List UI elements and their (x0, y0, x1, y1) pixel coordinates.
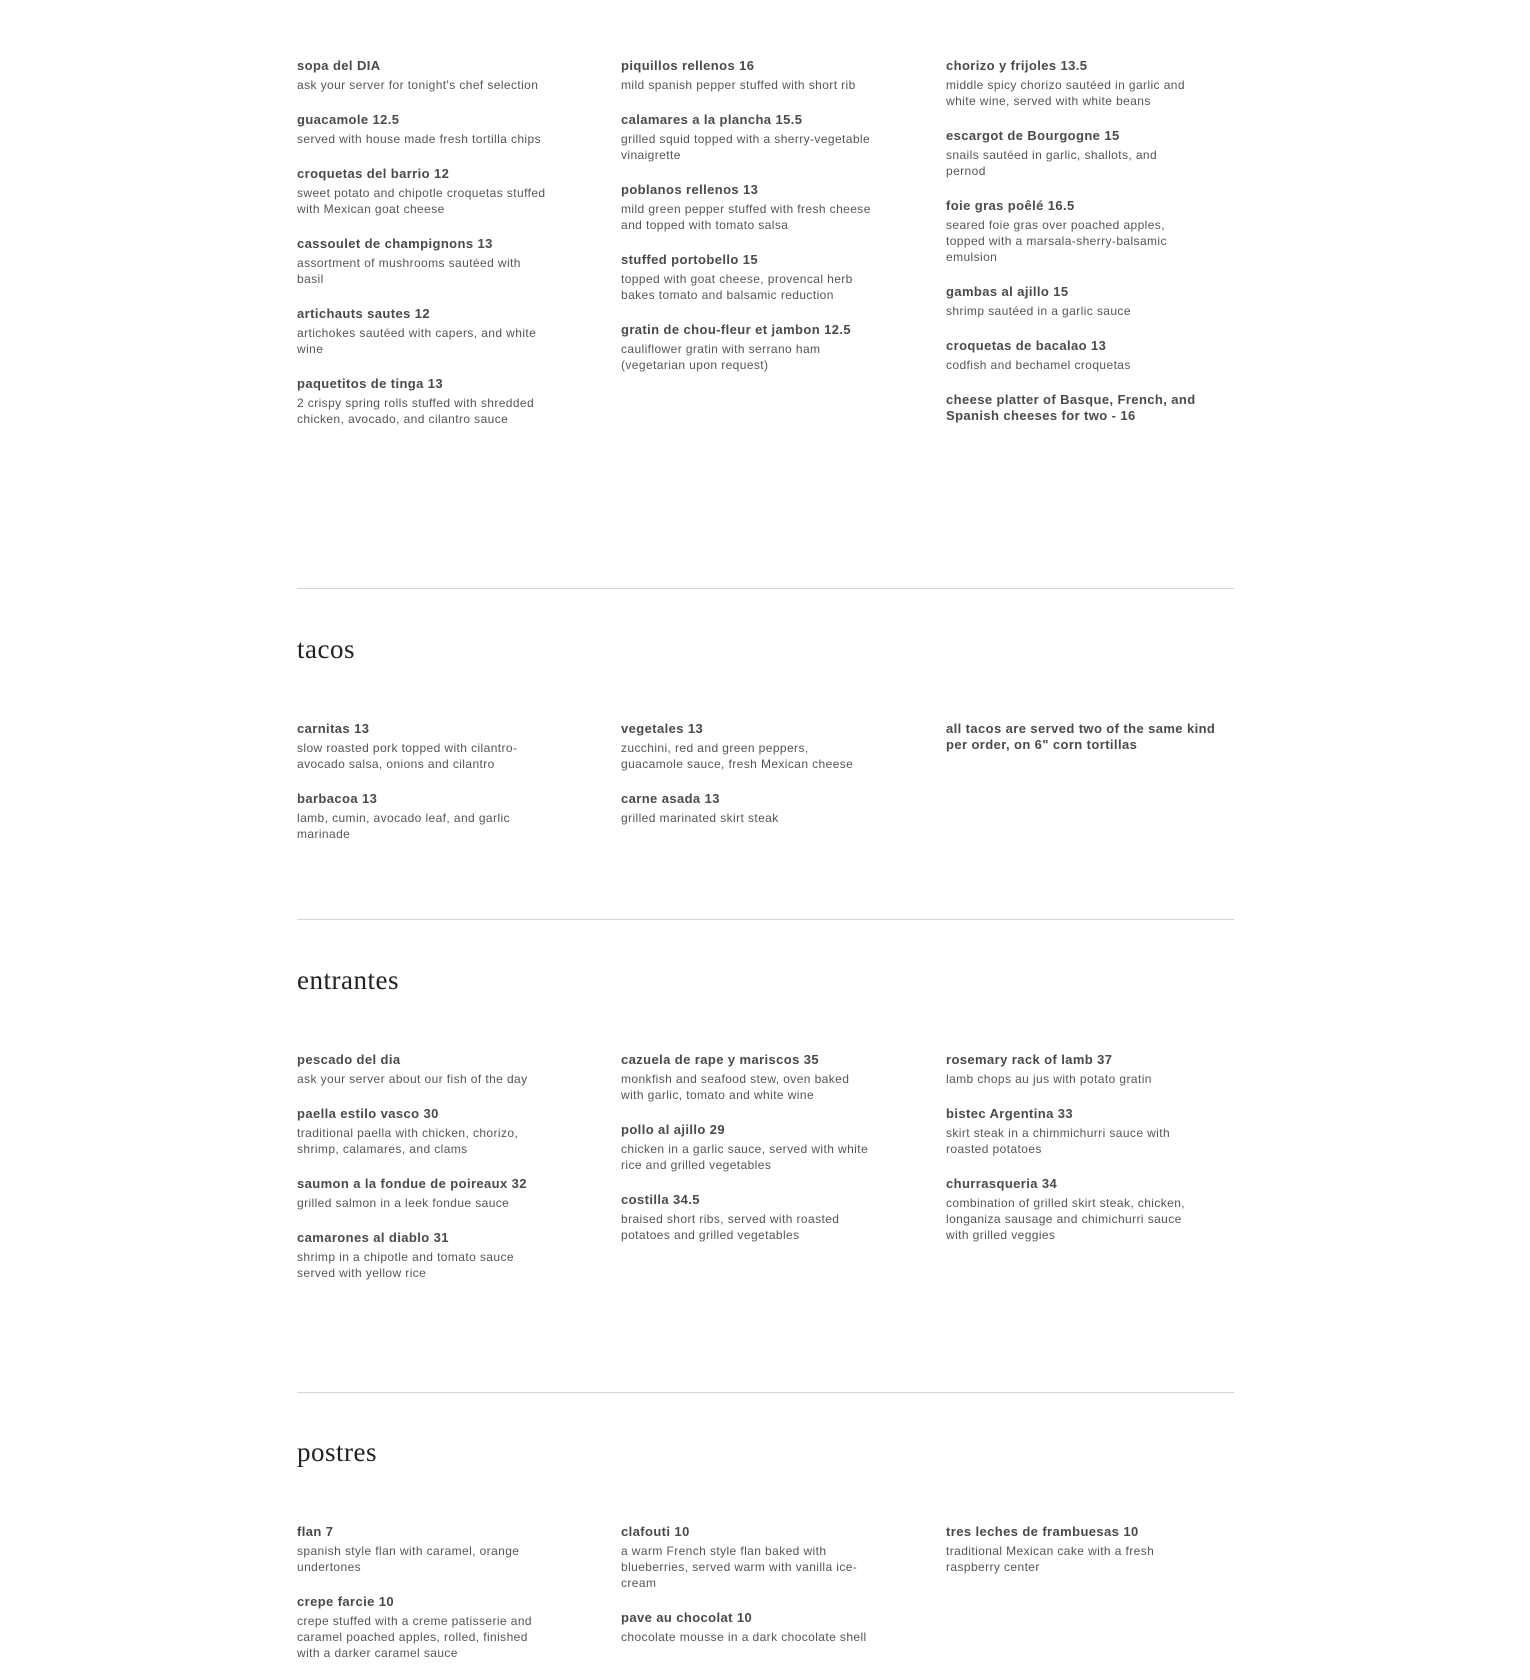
section-divider (297, 588, 1234, 589)
menu-item-name: crepe farcie 10 (297, 1594, 395, 1609)
menu-item-name: clafouti 10 (621, 1524, 690, 1539)
menu-item (946, 1176, 1236, 1243)
menu-item-name: calamares a la plancha 15.5 (621, 112, 803, 127)
postres-items (297, 1524, 1234, 1670)
menu-item-description: 2 crispy spring rolls stuffed with shredded chicken, avocado, and cilantro sauce (297, 396, 535, 426)
menu-item (946, 721, 1236, 753)
menu-item (946, 338, 1236, 373)
menu-item-description: a warm French style flan baked with blueberries, served warm with vanilla ice-cream (621, 1544, 858, 1590)
menu-item (621, 1052, 881, 1103)
menu-item-name: piquillos rellenos 16 (621, 58, 755, 73)
menu-item-name: croquetas del barrio 12 (297, 166, 450, 181)
menu-item-name: bistec Argentina 33 (946, 1106, 1074, 1121)
menu-item-description: slow roasted pork topped with cilantro-avocado salsa, onions and cilantro (297, 741, 518, 771)
tacos-column-1 (297, 721, 557, 861)
menu-item-description: crepe stuffed with a creme patisserie and caramel poached apples, rolled, finished with a darker caramel sauce (297, 1614, 532, 1660)
menu-item-description: chocolate mousse in a dark chocolate shell (621, 1630, 867, 1644)
menu-item-name: carne asada 13 (621, 791, 720, 806)
menu-item (621, 1122, 881, 1173)
menu-item-description: served with house made fresh tortilla chips (297, 132, 541, 146)
entrantes-column-3 (946, 1052, 1236, 1262)
menu-item (297, 791, 557, 842)
menu-item-description: combination of grilled skirt steak, chicken, longaniza sausage and chimichurri sauce with grilled veggies (946, 1196, 1186, 1242)
menu-item-name: pollo al ajillo 29 (621, 1122, 726, 1137)
menu-item-name: barbacoa 13 (297, 791, 378, 806)
menu-item-name: gratin de chou-fleur et jambon 12.5 (621, 322, 851, 337)
menu-item-description: lamb, cumin, avocado leaf, and garlic marinade (297, 811, 510, 841)
menu-item-description: braised short ribs, served with roasted potatoes and grilled vegetables (621, 1212, 840, 1242)
menu-item (621, 322, 881, 373)
menu-item-name: gambas al ajillo 15 (946, 284, 1069, 299)
menu-item (621, 182, 881, 233)
menu-item-name: pescado del dia (297, 1052, 401, 1067)
tacos-items (297, 721, 1234, 871)
menu-item (621, 721, 881, 772)
menu-item-description: assortment of mushrooms sautéed with basil (297, 256, 521, 286)
menu-item-name: foie gras poêlé 16.5 (946, 198, 1075, 213)
menu-item (621, 791, 881, 826)
section-title-entrantes: entrantes (297, 965, 399, 995)
tacos-column-3 (946, 721, 1236, 772)
menu-item-description: chicken in a garlic sauce, served with white rice and grilled vegetables (621, 1142, 869, 1172)
postres-column-1 (297, 1524, 557, 1680)
menu-item-name: costilla 34.5 (621, 1192, 700, 1207)
menu-item-description: sweet potato and chipotle croquetas stuffed with Mexican goat cheese (297, 186, 546, 216)
menu-item (297, 721, 557, 772)
menu-item-description: traditional paella with chicken, chorizo, shrimp, calamares, and clams (297, 1126, 519, 1156)
menu-item (946, 284, 1236, 319)
menu-item-name: croquetas de bacalao 13 (946, 338, 1107, 353)
menu-item (297, 1106, 557, 1157)
menu-item-name: tres leches de frambuesas 10 (946, 1524, 1139, 1539)
postres-column-3 (946, 1524, 1236, 1594)
menu-item (946, 58, 1236, 109)
menu-item (297, 1052, 557, 1087)
menu-item (621, 1192, 881, 1243)
menu-item-name: vegetales 13 (621, 721, 704, 736)
menu-item-name: paquetitos de tinga 13 (297, 376, 444, 391)
menu-item-name: cazuela de rape y mariscos 35 (621, 1052, 820, 1067)
menu-item-name: escargot de Bourgogne 15 (946, 128, 1120, 143)
menu-item-name: all tacos are served two of the same kind per order, on 6" corn tortillas (946, 721, 1216, 752)
entrantes-items (297, 1052, 1234, 1352)
menu-item (621, 58, 881, 93)
menu-item-name: pave au chocolat 10 (621, 1610, 753, 1625)
menu-item (297, 1594, 557, 1661)
menu-item-description: snails sautéed in garlic, shallots, and pernod (946, 148, 1158, 178)
menu-item-description: mild spanish pepper stuffed with short rib (621, 78, 856, 92)
menu-item-name: cassoulet de champignons 13 (297, 236, 493, 251)
postres-column-2 (621, 1524, 881, 1664)
menu-item-name: stuffed portobello 15 (621, 252, 758, 267)
menu-item (946, 1106, 1236, 1157)
menu-item (297, 58, 557, 93)
menu-item-description: traditional Mexican cake with a fresh raspberry center (946, 1544, 1155, 1574)
menu-item-description: artichokes sautéed with capers, and white wine (297, 326, 537, 356)
menu-item-description: shrimp in a chipotle and tomato sauce served with yellow rice (297, 1250, 514, 1280)
menu-item-name: artichauts sautes 12 (297, 306, 431, 321)
menu-item (946, 1524, 1236, 1575)
menu-item-description: lamb chops au jus with potato gratin (946, 1072, 1152, 1086)
menu-item-name: saumon a la fondue de poireaux 32 (297, 1176, 527, 1191)
menu-item-name: sopa del DIA (297, 58, 381, 73)
menu-item-description: zucchini, red and green peppers, guacamole sauce, fresh Mexican cheese (621, 741, 854, 771)
tapas-column-3 (946, 58, 1236, 443)
menu-item (297, 1176, 557, 1211)
menu-item (621, 112, 881, 163)
menu-item-description: skirt steak in a chimmichurri sauce with roasted potatoes (946, 1126, 1171, 1156)
entrantes-column-2 (621, 1052, 881, 1262)
menu-item (297, 236, 557, 287)
menu-item-name: churrasqueria 34 (946, 1176, 1058, 1191)
menu-item (621, 1610, 881, 1645)
tapas-column-1 (297, 58, 557, 446)
menu-item-name: camarones al diablo 31 (297, 1230, 449, 1245)
menu-item-description: topped with goat cheese, provencal herb bakes tomato and balsamic reduction (621, 272, 853, 302)
menu-item-description: codfish and bechamel croquetas (946, 358, 1131, 372)
menu-item (297, 166, 557, 217)
menu-item-description: cauliflower gratin with serrano ham (vegetarian upon request) (621, 342, 821, 372)
section-title-tacos: tacos (297, 634, 355, 664)
section-divider (297, 919, 1234, 920)
menu-item (621, 252, 881, 303)
menu-item-description: mild green pepper stuffed with fresh cheese and topped with tomato salsa (621, 202, 871, 232)
tapas-column-2 (621, 58, 881, 392)
menu-item (946, 128, 1236, 179)
menu-item-name: guacamole 12.5 (297, 112, 400, 127)
menu-item-description: shrimp sautéed in a garlic sauce (946, 304, 1131, 318)
menu-item (946, 198, 1236, 265)
menu-item (946, 1052, 1236, 1087)
menu-item-name: cheese platter of Basque, French, and Spanish cheeses for two - 16 (946, 392, 1196, 423)
menu-item (946, 392, 1236, 424)
menu-item-name: paella estilo vasco 30 (297, 1106, 439, 1121)
menu-item-description: seared foie gras over poached apples, topped with a marsala-sherry-balsamic emulsion (946, 218, 1167, 264)
menu-item-description: ask your server for tonight's chef selection (297, 78, 539, 92)
menu-item-description: grilled salmon in a leek fondue sauce (297, 1196, 510, 1210)
menu-item-description: middle spicy chorizo sautéed in garlic and white wine, served with white beans (946, 78, 1185, 108)
menu-item (297, 1230, 557, 1281)
menu-item-description: grilled squid topped with a sherry-vegetable vinaigrette (621, 132, 871, 162)
menu-item-name: poblanos rellenos 13 (621, 182, 759, 197)
menu-item (621, 1524, 881, 1591)
menu-item-description: ask your server about our fish of the day (297, 1072, 528, 1086)
menu-item (297, 1524, 557, 1575)
menu-item (297, 376, 557, 427)
section-divider (297, 1392, 1234, 1393)
menu-item-description: spanish style flan with caramel, orange undertones (297, 1544, 520, 1574)
menu-item-name: chorizo y frijoles 13.5 (946, 58, 1088, 73)
menu-item-description: grilled marinated skirt steak (621, 811, 779, 825)
menu-item-name: rosemary rack of lamb 37 (946, 1052, 1113, 1067)
section-title-postres: postres (297, 1437, 377, 1467)
menu-item-description: monkfish and seafood stew, oven baked with garlic, tomato and white wine (621, 1072, 850, 1102)
entrantes-column-1 (297, 1052, 557, 1300)
menu-item-name: flan 7 (297, 1524, 334, 1539)
menu-item (297, 306, 557, 357)
menu-item-name: carnitas 13 (297, 721, 370, 736)
tapas-items (297, 58, 1234, 528)
menu-item (297, 112, 557, 147)
tacos-column-2 (621, 721, 881, 845)
